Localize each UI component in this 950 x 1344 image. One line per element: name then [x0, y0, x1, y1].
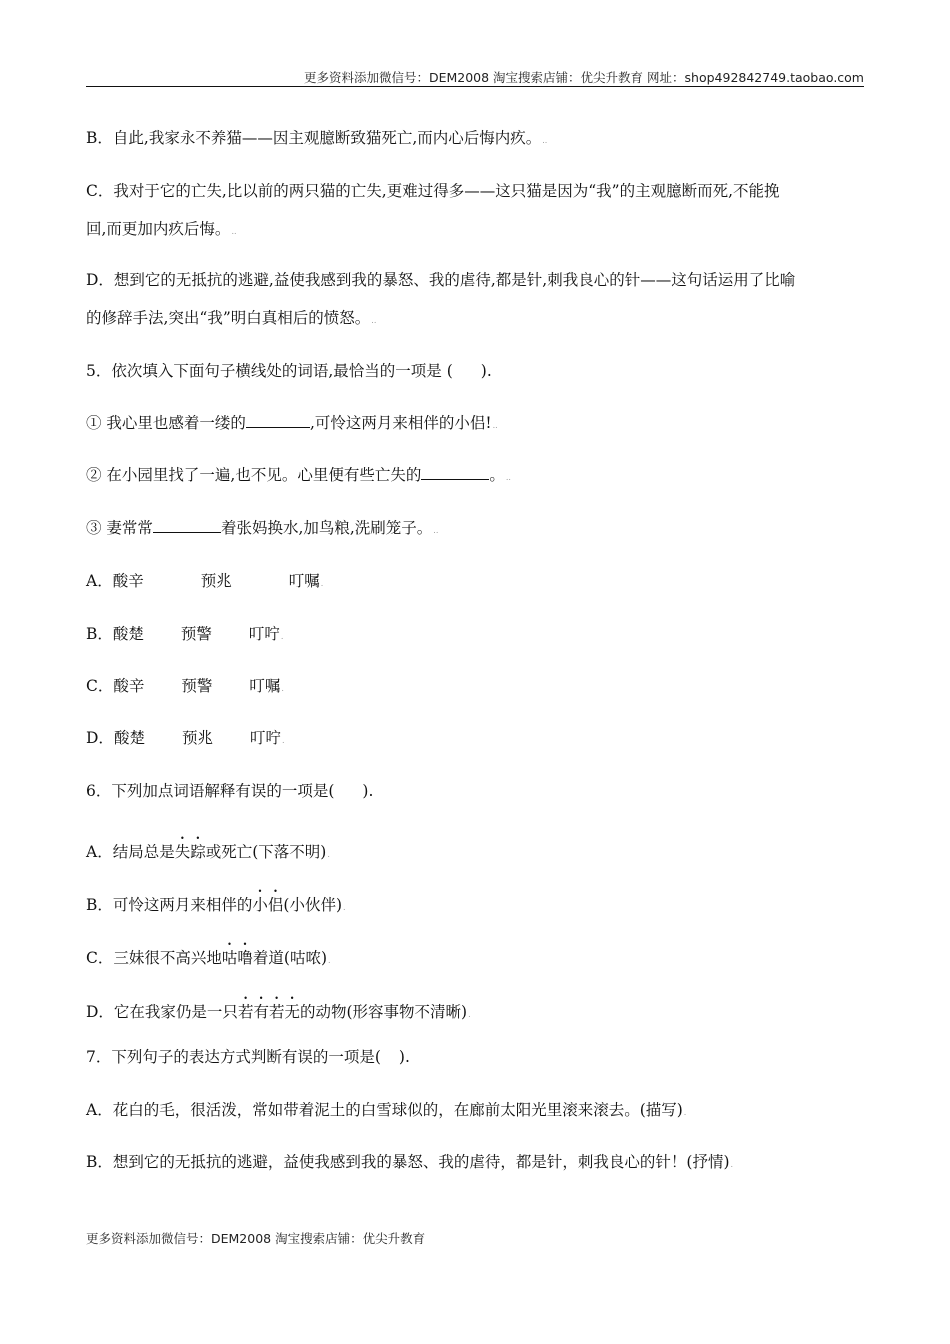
question-7-stem: 7．下列句子的表达方式判断有误的一项是( ).	[86, 1048, 410, 1066]
blank-3	[153, 518, 221, 533]
option-c-previous-line2: 回,而更加内疚后悔。..	[86, 220, 237, 238]
question-5-sentence-2: ② 在小园里找了一遍,也不见。心里便有些亡失的 。..	[86, 466, 511, 484]
header-divider	[86, 86, 864, 87]
dotted-word: 失踪	[174, 843, 206, 861]
dotted-word: 若有若无	[237, 1003, 300, 1021]
question-5-option-c: C．酸辛 预警 叮嘱.	[86, 677, 284, 695]
question-7-option-b: B．想到它的无抵抗的逃避，益使我感到我的暴怒、我的虐待，都是针，刺我良心的针！(抒情).	[86, 1153, 734, 1171]
question-6-option-a: A．结局总是失踪或死亡(下落不明).	[86, 843, 330, 861]
page-footer: 更多资料添加微信号：DEM2008 淘宝搜索店铺：优尖升教育	[86, 1231, 426, 1246]
blank-1	[246, 413, 310, 428]
blank-2	[421, 465, 489, 480]
dotted-word: 小侣	[252, 896, 284, 914]
question-6-option-d: D．它在我家仍是一只若有若无的动物(形容事物不清晰).	[86, 1003, 471, 1021]
question-5-option-b: B．酸楚 预警 叮咛.	[86, 625, 284, 643]
option-b-previous: B．自此,我家永不养猫——因主观臆断致猫死亡,而内心后悔内疚。..	[86, 129, 548, 147]
question-5-option-d: D．酸楚 预兆 叮咛.	[86, 729, 285, 747]
question-5-sentence-1: ① 我心里也感着一缕的 ,可怜这两月来相伴的小侣!..	[86, 414, 498, 432]
dotted-word: 咕噜	[221, 949, 253, 967]
question-7-option-a: A．花白的毛，很活泼，常如带着泥土的白雪球似的，在廊前太阳光里滚来滚去。(描写).	[86, 1101, 687, 1119]
question-5-option-a: A．酸辛 预兆 叮嘱.	[86, 572, 324, 590]
question-6-option-b: B．可怜这两月来相伴的小侣(小伙伴).	[86, 896, 346, 914]
option-d-previous-line1: D．想到它的无抵抗的逃避,益使我感到我的暴怒、我的虐待,都是针,刺我良心的针——这句话运用了比喻	[86, 271, 796, 289]
question-5-sentence-3: ③ 妻常常 着张妈换水,加鸟粮,洗刷笼子。..	[86, 519, 439, 537]
question-6-option-c: C．三妹很不高兴地咕噜着道(咕哝).	[86, 949, 331, 967]
question-6-stem: 6．下列加点词语解释有误的一项是( ).	[86, 782, 374, 800]
option-d-previous-line2: 的修辞手法,突出“我”明白真相后的愤怒。..	[86, 309, 377, 327]
page-header: 更多资料添加微信号：DEM2008 淘宝搜索店铺：优尖升教育 网址：shop492842749.taobao.com	[303, 70, 864, 85]
option-c-previous-line1: C．我对于它的亡失,比以前的两只猫的亡失,更难过得多——这只猫是因为“我”的主观臆断而死,不能挽	[86, 182, 780, 200]
question-5-stem: 5．依次填入下面句子横线处的词语,最恰当的一项是 ( ).	[86, 362, 492, 380]
